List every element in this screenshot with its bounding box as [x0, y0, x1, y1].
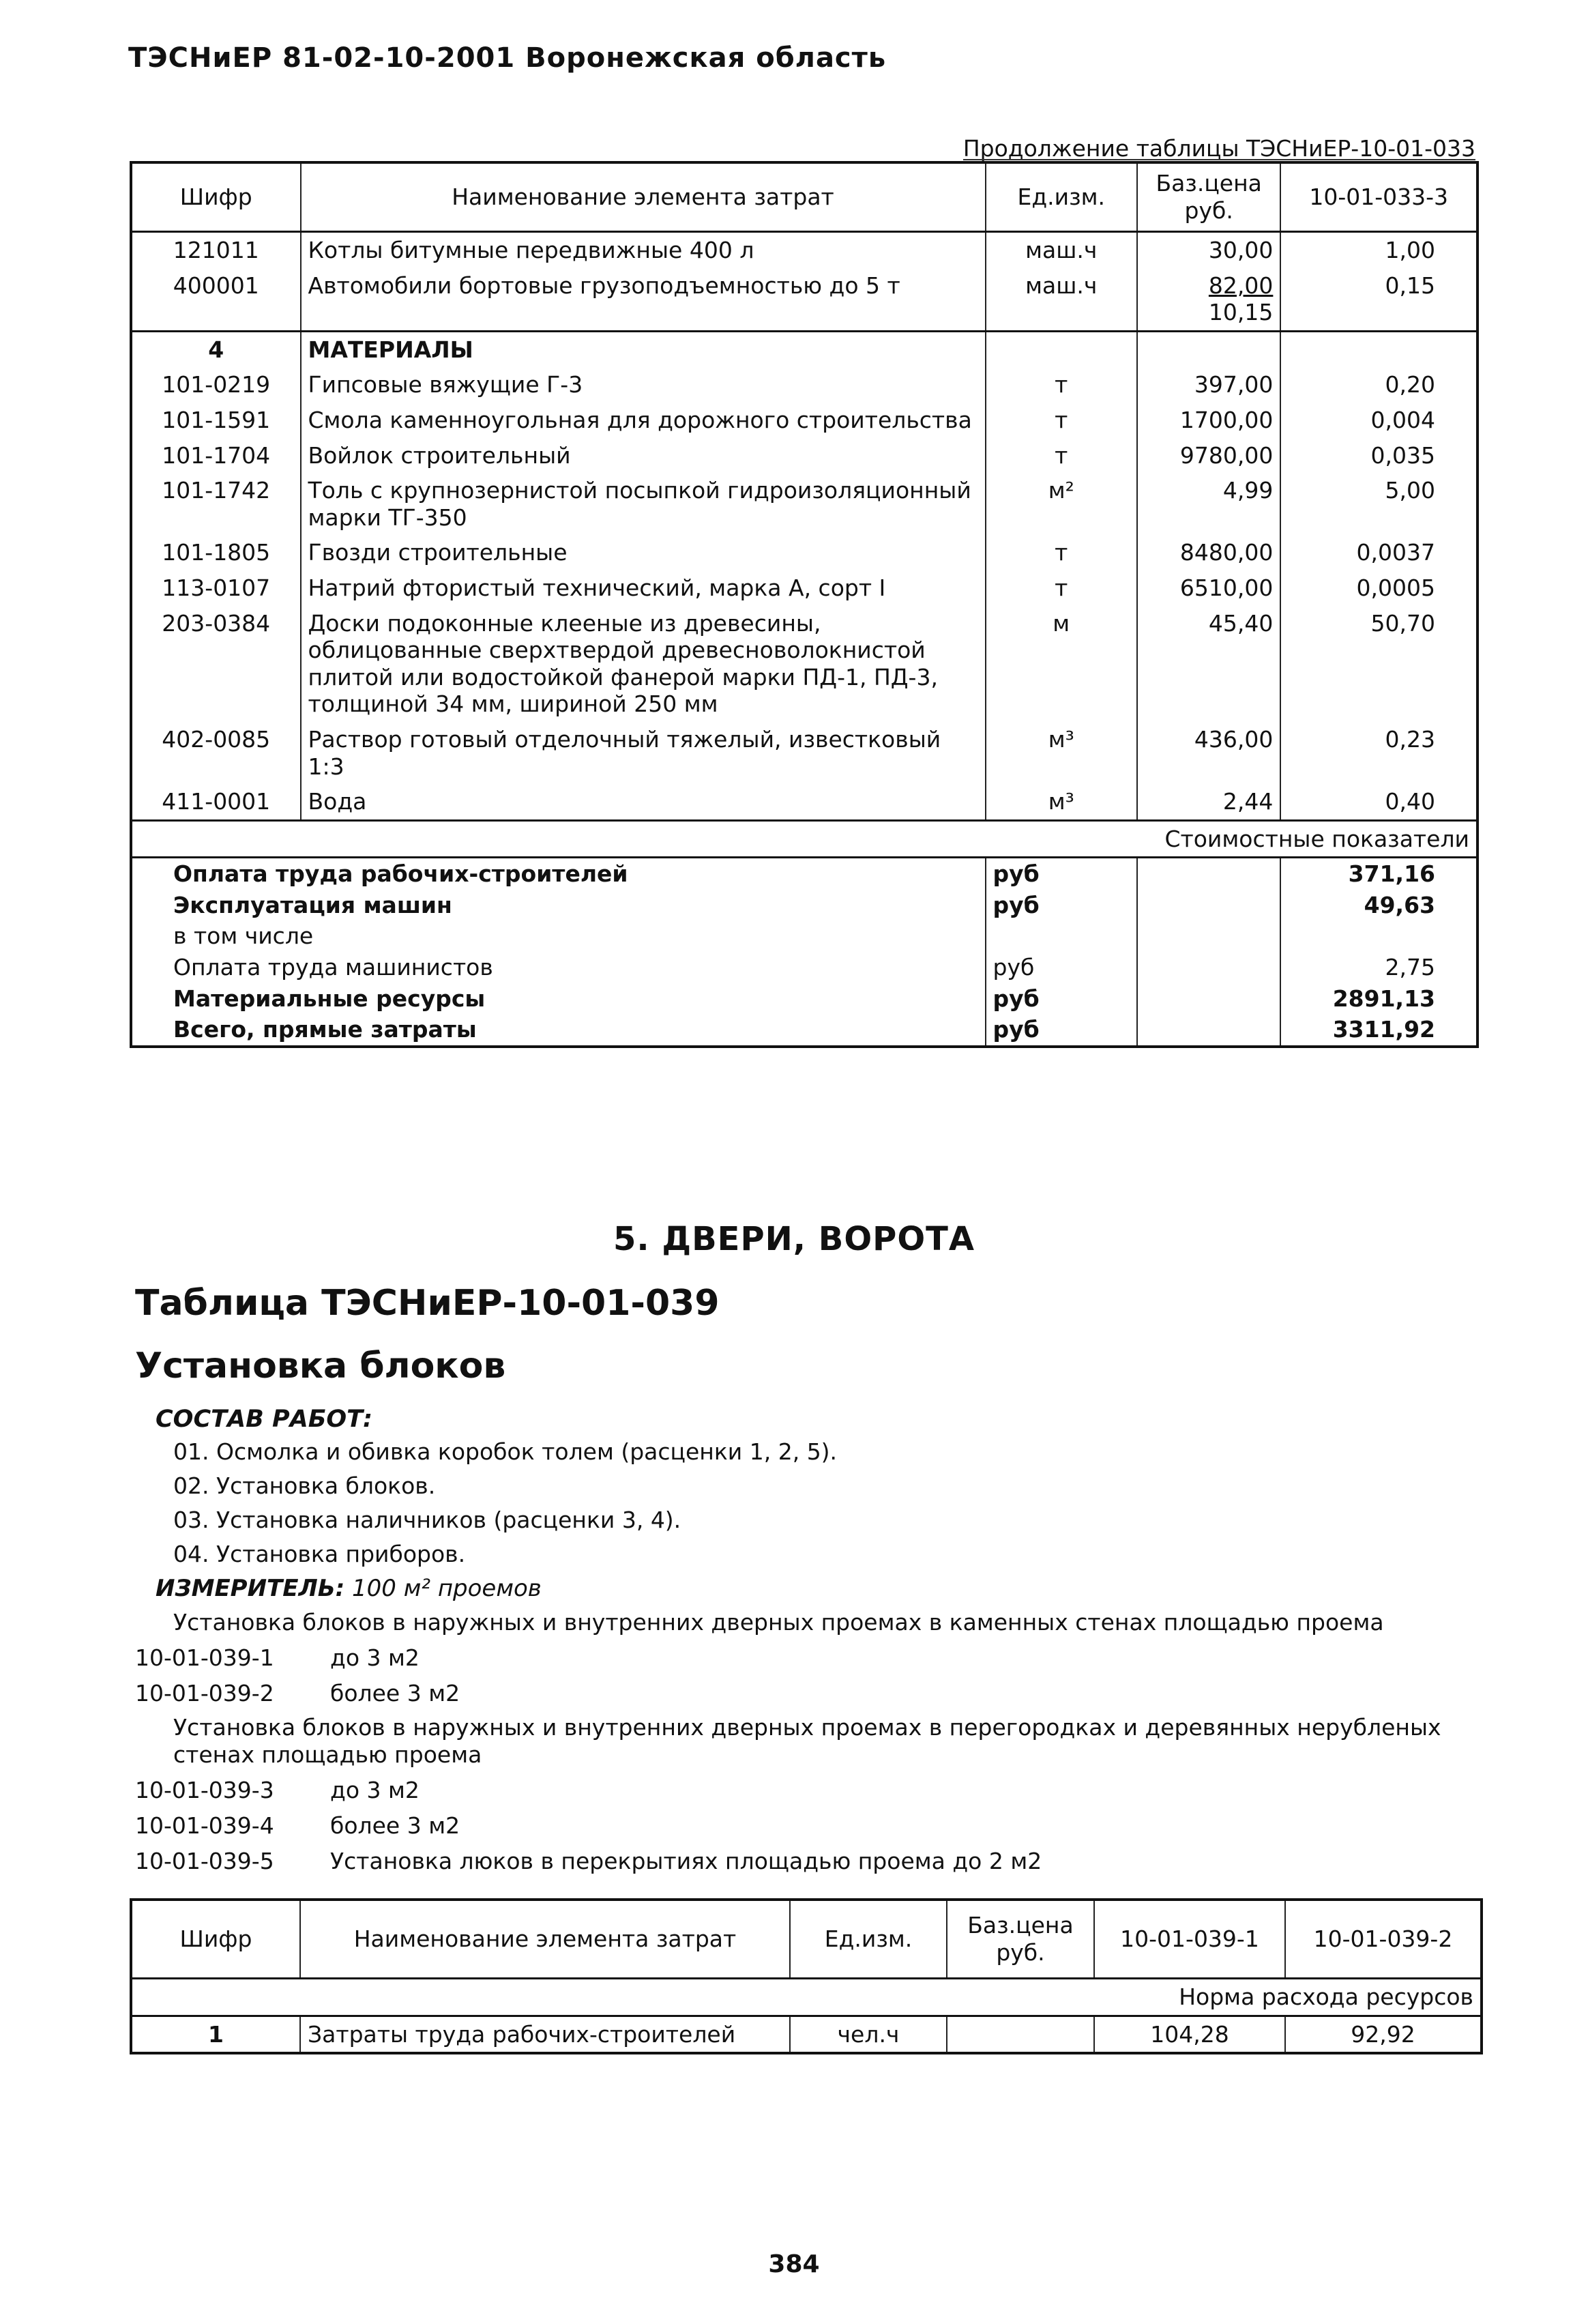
work-item: 03. Установка наличников (расценки 3, 4).: [173, 1507, 681, 1533]
measure-value: 100 м² проемов: [352, 1575, 542, 1602]
table-row: [131, 2016, 1482, 2053]
total-label: Материальные ресурсы: [131, 983, 986, 1015]
work-item: 01. Осмолка и обивка коробок толем (расценки 1, 2, 5).: [173, 1438, 838, 1465]
row-price: 45,40: [1137, 606, 1280, 722]
rate-code: 10-01-039-4: [135, 1812, 274, 1839]
total-value: 49,63: [1364, 891, 1435, 918]
table-row: [131, 438, 1477, 474]
work-item: 02. Установка блоков.: [173, 1472, 436, 1499]
total-unit: [986, 920, 1137, 952]
table-row: [131, 535, 1477, 570]
row-price: 436,00: [1137, 722, 1280, 784]
measure-line: [156, 1575, 542, 1602]
total-value: 2891,13: [1332, 985, 1435, 1012]
row-value: 50,70: [1370, 609, 1435, 637]
row-unit: т: [986, 438, 1137, 474]
row-unit: т: [986, 535, 1137, 570]
total-unit: руб: [986, 890, 1137, 921]
total-unit: руб: [986, 1014, 1137, 1047]
row-price: [1137, 268, 1280, 332]
row-value: 1,00: [1385, 237, 1435, 263]
row-code: 411-0001: [131, 784, 301, 820]
header-code: Шифр: [131, 162, 301, 232]
row-unit: т: [986, 570, 1137, 606]
header-price: Баз.цена руб.: [947, 1900, 1094, 1979]
section-heading: 5. ДВЕРИ, ВОРОТА: [613, 1220, 975, 1258]
table-header-row: [131, 1900, 1482, 1979]
total-row: [131, 1014, 1477, 1047]
row-value: 5,00: [1385, 477, 1435, 504]
rate-description: до 3 м2: [330, 1644, 420, 1671]
row-unit: т: [986, 403, 1137, 438]
row-code: 101-0219: [131, 367, 301, 403]
row-code: 402-0085: [131, 722, 301, 784]
table-subtitle: Установка блоков: [135, 1346, 506, 1386]
table-row: [131, 570, 1477, 606]
row-unit: м²: [986, 473, 1137, 535]
group-intro-continued: стенах площадью проема: [173, 1741, 482, 1768]
row-price: 6510,00: [1137, 570, 1280, 606]
rate-code: 10-01-039-5: [135, 1848, 274, 1874]
header-unit: Ед.изм.: [986, 162, 1137, 232]
row-value: 0,15: [1385, 272, 1435, 299]
materials-section-row: [131, 331, 1477, 367]
group-intro: Установка блоков в наружных и внутренних дверных проемах в перегородках и деревянных нерубленых: [173, 1714, 1441, 1741]
row-code: 101-1591: [131, 403, 301, 438]
row-unit: маш.ч: [986, 232, 1137, 268]
total-label: Эксплуатация машин: [131, 890, 986, 921]
header-price: Баз.цена руб.: [1137, 162, 1280, 232]
table-row: [131, 722, 1477, 784]
header-code: Шифр: [131, 1900, 300, 1979]
row-code: 400001: [131, 268, 301, 332]
row-unit: чел.ч: [790, 2016, 947, 2053]
total-row: [131, 983, 1477, 1015]
table-title: Таблица ТЭСНиЕР-10-01-039: [135, 1283, 720, 1324]
total-unit: руб: [986, 858, 1137, 890]
page-number: 384: [768, 2250, 820, 2278]
table-continuation-caption: Продолжение таблицы ТЭСНиЕР-10-01-033: [962, 135, 1475, 162]
row-code: 101-1704: [131, 438, 301, 474]
table-row: [131, 367, 1477, 403]
table-header-row: [131, 162, 1477, 232]
row-price-secondary: 10,15: [1208, 299, 1274, 326]
row-unit: м³: [986, 722, 1137, 784]
row-code: 1: [131, 2016, 300, 2053]
header-column-10-01-039-1: 10-01-039-1: [1094, 1900, 1285, 1979]
norm-header-row: [131, 1979, 1482, 2016]
row-code: 121011: [131, 232, 301, 268]
table-row: [131, 473, 1477, 535]
total-row: [131, 920, 1477, 952]
total-row: [131, 858, 1477, 890]
total-label: в том числе: [131, 920, 986, 952]
row-value: 0,40: [1385, 788, 1435, 815]
cost-indicators-header: Стоимостные показатели: [131, 820, 1477, 858]
row-price: 397,00: [1137, 367, 1280, 403]
table-row: [131, 784, 1477, 820]
row-unit: маш.ч: [986, 268, 1137, 332]
section-number: 4: [131, 331, 301, 367]
rate-description: до 3 м2: [330, 1777, 420, 1803]
group-intro: Установка блоков в наружных и внутренних дверных проемах в каменных стенах площадью проема: [173, 1609, 1384, 1636]
total-label: Оплата труда машинистов: [131, 952, 986, 983]
row-code: 101-1805: [131, 535, 301, 570]
row-code: 203-0384: [131, 606, 301, 722]
work-item: 04. Установка приборов.: [173, 1541, 466, 1567]
row-name: Доски подоконные клееные из древесины, облицованные сверхтвердой древесноволокнистой плитой или водостойкой фанерой марки ПД-1, ПД-3, толщиной 34 мм, шириной 250 мм: [301, 606, 986, 722]
row-price: 8480,00: [1137, 535, 1280, 570]
total-label: Оплата труда рабочих-строителей: [131, 858, 986, 890]
rate-description: более 3 м2: [330, 1680, 460, 1706]
total-value: [1280, 920, 1477, 952]
row-code: 101-1742: [131, 473, 301, 535]
row-value: 0,0005: [1356, 574, 1435, 601]
table-row: [131, 268, 1477, 332]
section-title: МАТЕРИАЛЫ: [301, 331, 986, 367]
row-price: 4,99: [1137, 473, 1280, 535]
total-value: 2,75: [1385, 954, 1435, 981]
row-name: Войлок строительный: [301, 438, 986, 474]
total-unit: руб: [986, 952, 1137, 983]
table-row: [131, 606, 1477, 722]
row-name: Гипсовые вяжущие Г-3: [301, 367, 986, 403]
row-value: 0,035: [1370, 441, 1435, 469]
row-unit: м: [986, 606, 1137, 722]
total-label: Всего, прямые затраты: [131, 1014, 986, 1047]
row-unit: т: [986, 367, 1137, 403]
total-row: [131, 890, 1477, 921]
row-name: Раствор готовый отделочный тяжелый, известковый 1:3: [301, 722, 986, 784]
row-value: 0,004: [1370, 406, 1435, 433]
norm-header: Норма расхода ресурсов: [131, 1979, 1482, 2016]
rate-code: 10-01-039-2: [135, 1680, 274, 1706]
rate-code: 10-01-039-1: [135, 1644, 274, 1671]
header-column-10-01-039-2: 10-01-039-2: [1285, 1900, 1482, 1979]
row-code: 113-0107: [131, 570, 301, 606]
row-name: Смола каменноугольная для дорожного строительства: [301, 403, 986, 438]
total-row: [131, 952, 1477, 983]
row-price: 1700,00: [1137, 403, 1280, 438]
row-name: Толь с крупнозернистой посыпкой гидроизоляционный марки ТГ-350: [301, 473, 986, 535]
row-price: 2,44: [1137, 784, 1280, 820]
rate-code: 10-01-039-3: [135, 1777, 274, 1803]
row-price: [947, 2016, 1094, 2053]
cost-indicators-header-row: [131, 820, 1477, 858]
rate-description: более 3 м2: [330, 1812, 460, 1839]
row-name: Затраты труда рабочих-строителей: [300, 2016, 790, 2053]
row-unit: м³: [986, 784, 1137, 820]
row-value: 0,23: [1385, 725, 1435, 753]
row-name: Натрий фтористый технический, марка А, сорт I: [301, 570, 986, 606]
row-value: 92,92: [1351, 2020, 1415, 2048]
work-composition-heading: СОСТАВ РАБОТ:: [156, 1406, 372, 1433]
header-name: Наименование элемента затрат: [301, 162, 986, 232]
row-name: Вода: [301, 784, 986, 820]
row-value: 0,20: [1385, 371, 1435, 398]
row-name: Автомобили бортовые грузоподъемностью до 5 т: [301, 268, 986, 332]
row-name: Гвозди строительные: [301, 535, 986, 570]
running-header: ТЭСНиЕР 81-02-10-2001 Воронежская область: [128, 42, 887, 74]
row-value: 104,28: [1094, 2016, 1285, 2053]
row-price-main: 82,00: [1208, 272, 1274, 299]
resource-table-10-01-033: [130, 161, 1479, 1048]
table-row: [131, 232, 1477, 268]
row-name: Котлы битумные передвижные 400 л: [301, 232, 986, 268]
rate-description: Установка люков в перекрытиях площадью проема до 2 м2: [330, 1848, 1042, 1874]
header-column-10-01-033-3: 10-01-033-3: [1280, 162, 1477, 232]
measure-label: ИЗМЕРИТЕЛЬ:: [156, 1575, 345, 1602]
header-unit: Ед.изм.: [790, 1900, 947, 1979]
table-row: [131, 403, 1477, 438]
row-value: 0,0037: [1356, 539, 1435, 566]
total-value: 371,16: [1348, 860, 1435, 888]
total-unit: руб: [986, 983, 1137, 1015]
header-name: Наименование элемента затрат: [300, 1900, 790, 1979]
row-price: 30,00: [1137, 232, 1280, 268]
row-price: 9780,00: [1137, 438, 1280, 474]
total-value: 3311,92: [1332, 1016, 1435, 1043]
resource-table-10-01-039: [130, 1898, 1483, 2054]
